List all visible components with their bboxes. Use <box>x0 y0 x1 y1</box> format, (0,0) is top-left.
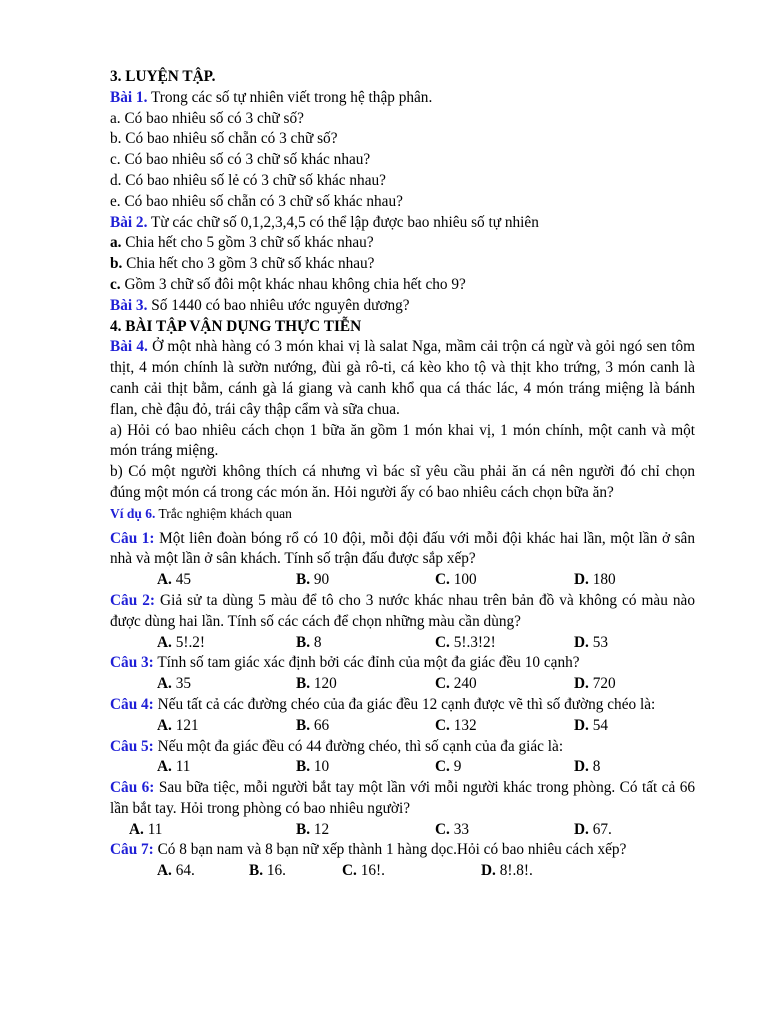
bai3-text: Số 1440 có bao nhiêu ước nguyên dương? <box>147 296 410 314</box>
question-7-label: Câu 7: <box>110 841 154 859</box>
question-1-label: Câu 1: <box>110 529 155 547</box>
question-3-options <box>110 674 695 695</box>
bai2-item-b-key: b. <box>110 255 123 273</box>
question-3 <box>110 653 695 674</box>
vidu6-label: Ví dụ 6. <box>110 505 156 521</box>
bai1-label: Bài 1. <box>110 88 148 106</box>
bai4-part-b: b) Có một người không thích cá nhưng vì bác sĩ yêu cầu phải ăn cá nên người đó chỉ chọn đúng một món cá trong các món ăn. Hỏi người ấy có bao nhiêu cách chọn bữa ăn? <box>110 463 695 501</box>
bai4-part-a: a) Hỏi có bao nhiêu cách chọn 1 bữa ăn gồm 1 món khai vị, 1 món chính, một canh và một món tráng miệng. <box>110 421 695 460</box>
document-content <box>110 67 695 882</box>
option-a: A. 45 <box>157 571 191 589</box>
option-a: A. 11 <box>129 820 163 838</box>
question-2 <box>110 591 695 633</box>
option-b: B. 8 <box>296 633 322 651</box>
question-4-options <box>110 716 695 737</box>
option-c: C. 5!.3!2! <box>435 633 496 651</box>
question-2-label: Câu 2: <box>110 591 155 609</box>
option-d: D. 53 <box>574 633 608 651</box>
bai2-text: Từ các chữ số 0,1,2,3,4,5 có thể lập được bao nhiêu số tự nhiên <box>147 213 539 231</box>
question-3-text: Tính số tam giác xác định bởi các đỉnh của một đa giác đều 10 cạnh? <box>153 654 580 672</box>
option-c: C. 33 <box>435 820 469 838</box>
question-1-options <box>110 570 695 591</box>
section4-title: 4. BÀI TẬP VẬN DỤNG THỰC TIỄN <box>110 317 362 335</box>
bai1-item-b: b. Có bao nhiêu số chẵn có 3 chữ số? <box>110 130 338 148</box>
option-a: A. 11 <box>157 758 191 776</box>
option-d: D. 720 <box>574 675 616 693</box>
option-d: D. 180 <box>574 571 616 589</box>
bai2-item-b <box>110 254 695 275</box>
question-4-text: Nếu tất cả các đường chéo của đa giác đều 12 cạnh được vẽ thì số đường chéo là: <box>153 695 656 713</box>
bai1-item-c: c. Có bao nhiêu số có 3 chữ số khác nhau? <box>110 151 371 169</box>
bai1-heading <box>110 88 695 109</box>
option-d: D. 54 <box>574 716 608 734</box>
question-6-options <box>110 820 695 841</box>
vidu6-text: Trắc nghiệm khách quan <box>155 505 292 521</box>
question-6-text: Sau bữa tiệc, mỗi người bắt tay một lần với mỗi người khác trong phòng. Có tất cả 66 lần bắt tay. Hỏi trong phòng có bao nhiêu người? <box>110 779 696 817</box>
option-b: B. 90 <box>296 571 330 589</box>
option-a: A. 35 <box>157 675 191 693</box>
option-c: C. 9 <box>435 758 462 776</box>
question-2-text: Giả sử ta dùng 5 màu để tô cho 3 nước khác nhau trên bản đồ và không có màu nào được dùng hai lần. Tính số các cách để chọn những màu cần dùng? <box>110 591 695 630</box>
bai1-item-a: a. Có bao nhiêu số có 3 chữ số? <box>110 109 304 127</box>
option-c: C. 240 <box>435 675 477 693</box>
option-b: B. 12 <box>296 820 330 838</box>
question-1-text: Một liên đoàn bóng rổ có 10 đội, mỗi đội đấu với mỗi đội khác hai lần, một lần ở sân nhà và một lần ở sân khách. Tính số trận đấu được sắp xếp? <box>110 529 695 568</box>
option-c: C. 132 <box>435 716 477 734</box>
question-4-label: Câu 4: <box>110 695 154 713</box>
question-3-label: Câu 3: <box>110 654 154 672</box>
option-a: A. 121 <box>157 716 199 734</box>
question-5-options <box>110 757 695 778</box>
question-4 <box>110 695 695 716</box>
option-a: A. 64. <box>157 862 195 880</box>
question-6-label: Câu 6: <box>110 779 155 797</box>
question-5-text: Nếu một đa giác đều có 44 đường chéo, thì số cạnh của đa giác là: <box>153 737 564 755</box>
option-d: D. 67. <box>574 820 612 838</box>
bai2-item-b-text: Chia hết cho 3 gồm 3 chữ số khác nhau? <box>122 255 375 273</box>
option-b: B. 66 <box>296 716 330 734</box>
vidu6-heading <box>110 504 695 525</box>
option-b: B. 120 <box>296 675 337 693</box>
bai3-label: Bài 3. <box>110 296 148 314</box>
option-c: C. 100 <box>435 571 477 589</box>
question-7-options <box>110 861 695 882</box>
question-7 <box>110 840 695 861</box>
section3-title: 3. LUYỆN TẬP. <box>110 68 216 85</box>
bai1-item-e: e. Có bao nhiêu số chẵn có 3 chữ số khác nhau? <box>110 192 403 210</box>
bai2-label: Bài 2. <box>110 213 148 231</box>
option-d: D. 8 <box>574 758 601 776</box>
question-2-options <box>110 633 695 654</box>
bai4-paragraph <box>110 337 695 420</box>
bai2-item-c-key: c. <box>110 275 121 293</box>
question-6 <box>110 778 695 820</box>
option-c: C. 16!. <box>342 862 385 880</box>
bai2-item-a-key: a. <box>110 234 122 252</box>
bai4-label: Bài 4. <box>110 338 148 356</box>
bai2-item-c <box>110 275 695 296</box>
bai1-text: Trong các số tự nhiên viết trong hệ thập phân. <box>147 88 433 106</box>
bai3-heading <box>110 296 695 317</box>
bai2-item-a <box>110 233 695 254</box>
bai2-item-a-text: Chia hết cho 5 gồm 3 chữ số khác nhau? <box>121 234 374 252</box>
option-a: A. 5!.2! <box>157 633 206 651</box>
question-5-label: Câu 5: <box>110 737 154 755</box>
question-1 <box>110 529 695 571</box>
bai4-text: Ở một nhà hàng có 3 món khai vị là salat Nga, mầm cải trộn cá ngừ và gỏi ngó sen tôm thịt, 4 món chính là sườn nướng, đùi gà rô-ti, cá kèo kho tộ và thịt kho trứng, 3 món canh là canh cải thịt bằm, cánh gà lá giang và canh khổ qua cá thác lác, 4 món tráng miệng là bánh flan, chè đậu đỏ, trái cây thập cẩm và sữa chua. <box>110 338 695 418</box>
question-5 <box>110 737 695 758</box>
bai1-item-d: d. Có bao nhiêu số lẻ có 3 chữ số khác nhau? <box>110 171 386 189</box>
question-7-text: Có 8 bạn nam và 8 bạn nữ xếp thành 1 hàng dọc.Hỏi có bao nhiêu cách xếp? <box>153 841 627 859</box>
option-d: D. 8!.8!. <box>481 862 533 880</box>
bai2-item-c-text: Gồm 3 chữ số đôi một khác nhau không chia hết cho 9? <box>120 275 466 293</box>
option-b: B. 16. <box>249 862 286 880</box>
option-b: B. 10 <box>296 758 330 776</box>
bai2-heading <box>110 213 695 234</box>
